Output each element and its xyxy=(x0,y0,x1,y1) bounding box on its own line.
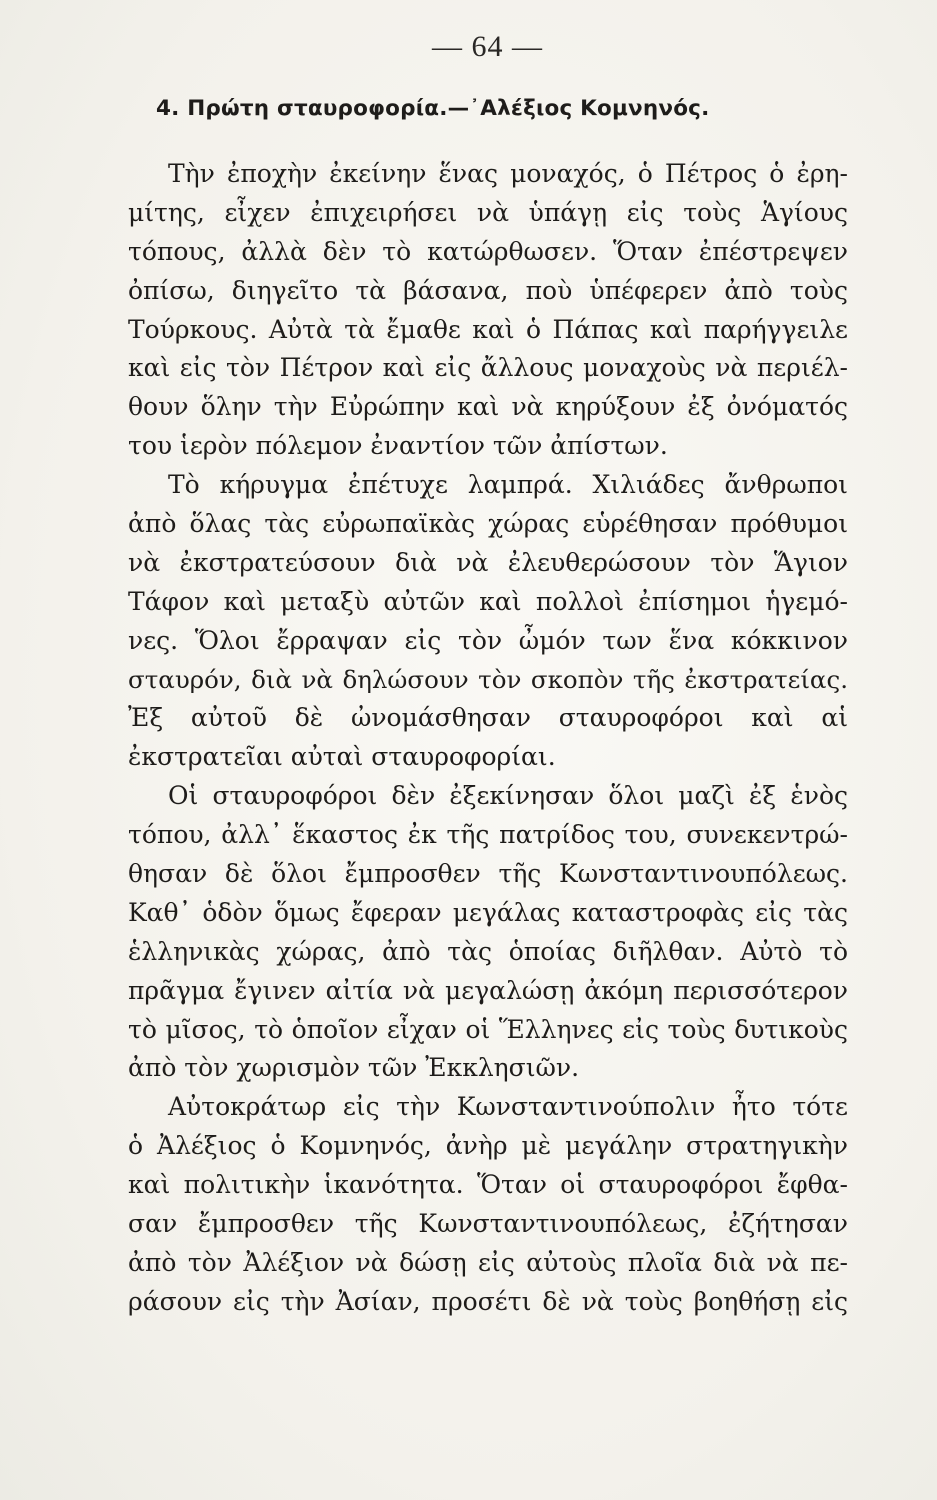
text-line: Καθ᾿ ὁδὸν ὅμως ἔφεραν μεγάλας καταστροφὰς εἰς τὰς xyxy=(128,897,848,927)
text-line: Τούρκους. Αὐτὰ τὰ ἔμαθε καὶ ὁ Πάπας καὶ παρήγγειλε xyxy=(128,314,848,344)
text-line: μίτης, εἶχεν ἐπιχειρήσει νὰ ὑπάγῃ εἰς τοὺς Ἁγίους xyxy=(128,197,848,227)
text-line: ἑλληνικὰς χώρας, ἀπὸ τὰς ὁποίας διῆλθαν. Αὐτὸ τὸ xyxy=(128,936,848,966)
text-line: τὸ μῖσος, τὸ ὁποῖον εἶχαν οἱ Ἕλληνες εἰς τοὺς δυτικοὺς xyxy=(128,1014,848,1044)
body-text xyxy=(128,155,848,1322)
text-line: τόπους, ἀλλὰ δὲν τὸ κατώρθωσεν. Ὅταν ἐπέστρεψεν xyxy=(128,236,848,266)
paragraph-3 xyxy=(128,777,848,1088)
text-line: νὰ ἐκστρατεύσουν διὰ νὰ ἐλευθερώσουν τὸν Ἅγιον xyxy=(128,547,848,577)
paragraph-1 xyxy=(128,155,848,466)
text-line: του ἱερὸν πόλεμον ἐναντίον τῶν ἀπίστων. xyxy=(128,431,668,461)
text-line: Τὴν ἐποχὴν ἐκείνην ἕνας μοναχός, ὁ Πέτρος ὁ ἐρη- xyxy=(168,159,848,188)
text-line: θησαν δὲ ὅλοι ἔμπροσθεν τῆς Κωνσταντινουπόλεως. xyxy=(128,859,848,889)
text-line: Αὐτοκράτωρ εἰς τὴν Κωνσταντινούπολιν ἦτο τότε xyxy=(168,1092,848,1122)
text-line: καὶ εἰς τὸν Πέτρον καὶ εἰς ἄλλους μοναχοὺς νὰ περιέλ- xyxy=(128,353,848,383)
text-line: Ἐξ αὐτοῦ δὲ ὠνομάσθησαν σταυροφόροι καὶ αἱ xyxy=(128,703,848,733)
text-line: ἀπὸ τὸν Ἀλέξιον νὰ δώσῃ εἰς αὐτοὺς πλοῖα διὰ νὰ πε- xyxy=(128,1247,848,1277)
section-heading: 4. Πρώτη σταυροφορία.—᾿Αλέξιος Κομνηνός. xyxy=(156,96,710,121)
text-line: Οἱ σταυροφόροι δὲν ἐξεκίνησαν ὅλοι μαζὶ ἐξ ἑνὸς xyxy=(168,781,848,811)
text-line: ράσουν εἰς τὴν Ἀσίαν, προσέτι δὲ νὰ τοὺς βοηθήσῃ εἰς xyxy=(128,1286,848,1316)
text-line: σαν ἔμπροσθεν τῆς Κωνσταντινουπόλεως, ἐζήτησαν xyxy=(128,1209,848,1239)
paragraph-2 xyxy=(128,466,848,777)
text-line: ἀπὸ τὸν χωρισμὸν τῶν Ἐκκλησιῶν. xyxy=(128,1053,580,1083)
text-line: θουν ὅλην τὴν Εὐρώπην καὶ νὰ κηρύξουν ἐξ ὀνόματός xyxy=(128,392,848,422)
text-line: Τάφον καὶ μεταξὺ αὐτῶν καὶ πολλοὶ ἐπίσημοι ἡγεμό- xyxy=(128,586,848,616)
text-line: σταυρόν, διὰ νὰ δηλώσουν τὸν σκοπὸν τῆς ἐκστρατείας. xyxy=(128,664,848,694)
text-line: ὀπίσω, διηγεῖτο τὰ βάσανα, ποὺ ὑπέφερεν ἀπὸ τοὺς xyxy=(128,275,848,305)
text-line: πρᾶγμα ἔγινεν αἰτία νὰ μεγαλώσῃ ἀκόμη περισσότερον xyxy=(128,975,848,1005)
text-line: Τὸ κήρυγμα ἐπέτυχε λαμπρά. Χιλιάδες ἄνθρωποι xyxy=(168,470,848,500)
text-line: τόπου, ἀλλ᾿ ἕκαστος ἐκ τῆς πατρίδος του, συνεκεντρώ- xyxy=(128,820,848,850)
text-line: νες. Ὅλοι ἔρραψαν εἰς τὸν ὦμόν των ἕνα κόκκινον xyxy=(128,625,848,655)
text-line: ἐκστρατεῖαι αὐταὶ σταυροφορίαι. xyxy=(128,742,556,772)
page-number: — 64 — xyxy=(432,30,543,63)
paragraph-4 xyxy=(128,1088,848,1321)
text-line: καὶ πολιτικὴν ἱκανότητα. Ὅταν οἱ σταυροφόροι ἔφθα- xyxy=(128,1170,848,1200)
text-line: ἀπὸ ὅλας τὰς εὐρωπαϊκὰς χώρας εὑρέθησαν πρόθυμοι xyxy=(128,509,848,539)
text-line: ὁ Ἀλέξιος ὁ Κομνηνός, ἀνὴρ μὲ μεγάλην στρατηγικὴν xyxy=(128,1131,848,1161)
